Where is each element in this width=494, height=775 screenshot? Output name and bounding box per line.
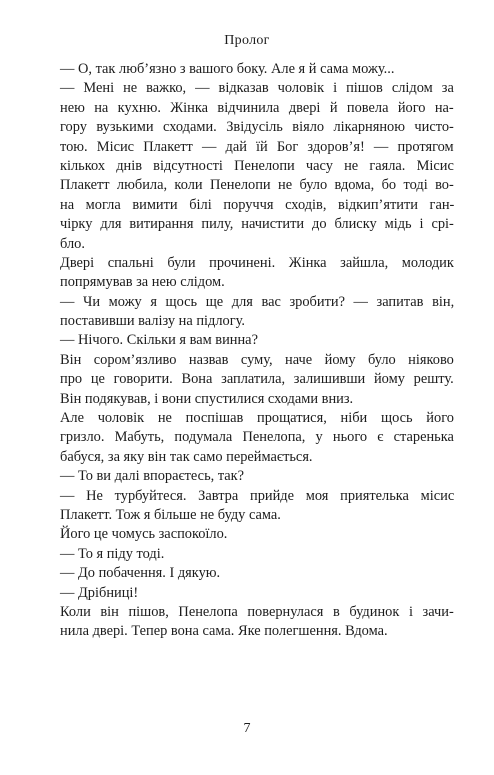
paragraph-8 [60,467,454,486]
text-line: — То ви далі впораєтесь, так? [60,468,245,485]
text-line: Коли він пішов, Пенелопа повернулася в будинок і зачи- [60,603,454,620]
text-line: — Не турбуйтеся. Завтра прийде моя приятелька місис [60,487,455,504]
paragraph-11 [60,545,454,564]
paragraph-9 [60,487,454,526]
text-line: — Дрібниці! [60,584,139,601]
paragraph-4 [60,293,454,332]
text-line: — До побачення. І дякую. [60,565,221,582]
text-line: бабуся, за яку він так само переймається. [60,448,313,465]
text-line: бло. [60,235,85,252]
paragraph-3 [60,254,454,293]
text-line: попрямував за нею слідом. [60,274,225,291]
running-header: Пролог [224,33,270,48]
text-line: Його це чомусь заспокоїло. [60,526,228,543]
page-number: 7 [243,721,251,736]
text-line: нила двері. Тепер вона сама. Яке полегшення. Вдома. [60,623,388,640]
text-line: Він подякував, і вони спустилися сходами вниз. [60,390,354,407]
text-line: чірку для витирання пилу, начистити до блиску мідь і срі- [60,216,454,233]
paragraph-2 [60,79,454,254]
paragraph-7 [60,409,454,467]
text-line: кількох днів відсутності Пенелопи часу не гаяла. Місис [60,157,454,174]
paragraph-5 [60,331,454,350]
text-line: Він сором’язливо назвав суму, наче йому було ніяково [60,351,454,368]
text-line: Плакетт любила, коли Пенелопи не було вдома, бо тоді во- [60,177,454,194]
text-line: на могла вимити білі поруччя сходів, відкип’ятити ган- [60,196,455,213]
text-line: тою. Місис Плакетт — дай їй Бог здоров’я! — протягом [60,138,454,155]
paragraph-14 [60,603,454,642]
text-line: гору вузькими сходами. Звідусіль віяло лікарняною чисто- [60,119,454,136]
paragraph-10 [60,525,454,544]
text-line: — То я піду тоді. [60,545,165,562]
text-line: нею на кухню. Жінка відчинила двері й повела його на- [60,99,454,116]
text-line: про це говорити. Вона заплатила, залишивши йому решту. [60,371,454,388]
text-line: Плакетт. Тож я більше не буду сама. [60,506,281,523]
page-body [60,60,454,642]
paragraph-1 [60,60,454,79]
text-line: — Чи можу я щось ще для вас зробити? — запитав він, [60,293,455,310]
paragraph-13 [60,584,454,603]
paragraph-12 [60,564,454,583]
text-line: — Нічого. Скільки я вам винна? [60,332,258,349]
text-line: Двері спальні були прочинені. Жінка зайшла, молодик [60,254,454,271]
text-line: — Мені не важко, — відказав чоловік і пішов слідом за [60,80,454,97]
text-line: гризло. Мабуть, подумала Пенелопа, у нього є старенька [60,429,454,446]
text-line: поставивши валізу на підлогу. [60,313,245,330]
text-line: — О, так люб’язно з вашого боку. Але я й сама можу... [60,61,395,77]
text-line: Але чоловік не поспішав прощатися, ніби щось його [60,410,454,427]
paragraph-6 [60,351,454,409]
